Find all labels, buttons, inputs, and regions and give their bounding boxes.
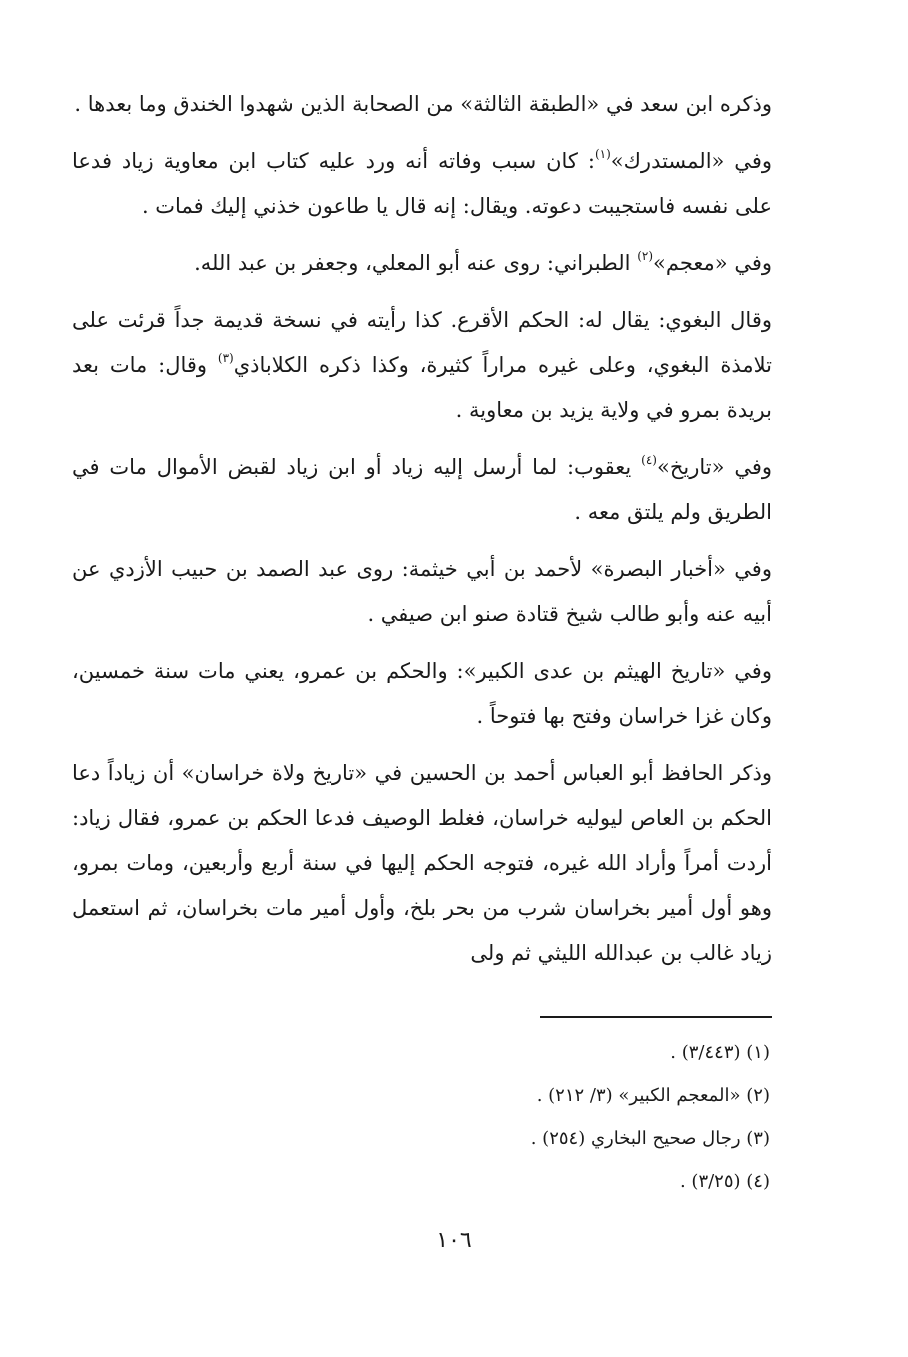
paragraph-text: وذكر الحافظ أبو العباس أحمد بن الحسين في «تاريخ ولاة خراسان» أن زياداً دعا الحكم بن العاص ليوليه خراسان، فغلط الوصيف فدعا الحكم بن عمرو، فقال زياد: أردت أمراً وأراد الله غيره، فتوجه الحكم إليها في سنة أربع وأربعين، ومات بمرو، وهو أول أمير بخراسان شرب من بحر بلخ، وأول أمير مات بخراسان، ثم استعمل زياد غالب بن عبدالله الليثي ثم ولى	[72, 761, 772, 965]
paragraph-text: وفي «تاريخ الهيثم بن عدى الكبير»: والحكم بن عمرو، يعني مات سنة خمسين، وكان غزا خراسان وفتح بها فتوحاً .	[72, 659, 772, 728]
footnote-3: (٣) رجال صحيح البخاري (٢٥٤) .	[530, 1128, 770, 1149]
paragraph-tarikh-yaqub	[72, 445, 772, 535]
footnote-ref-4: (٤)	[641, 453, 657, 467]
paragraph-khurasan	[72, 751, 772, 976]
paragraph-akhbar-basra	[72, 547, 772, 637]
footnote-1: (١) (٣/٤٤٣) .	[670, 1042, 770, 1063]
paragraph-text-end: الطبراني: روى عنه أبو المعلي، وجعفر بن عبد الله.	[194, 251, 638, 275]
paragraph-text-end: : كان سبب وفاته أنه ورد عليه كتاب ابن معاوية زياد فدعا على نفسه فاستجيبت دعوته. ويقال: إنه قال يا طاعون خذني إليك فمات .	[72, 149, 772, 218]
paragraph-mustadrak	[72, 139, 772, 229]
footnote-4: (٤) (٣/٢٥) .	[679, 1171, 770, 1192]
paragraph-text-start: وفي «المستدرك»	[610, 149, 772, 173]
paragraph-text-start: وفي «تاريخ»	[656, 455, 773, 479]
paragraph-text-start: وفي «معجم»	[653, 251, 772, 275]
paragraph-text: وذكره ابن سعد في «الطبقة الثالثة» من الصحابة الذين شهدوا الخندق وما بعدها .	[74, 92, 772, 116]
footnote-ref-3: (٣)	[217, 351, 234, 365]
paragraph-ibn-saad	[72, 82, 772, 127]
footnote-ref-2: (٢)	[637, 249, 654, 263]
paragraph-haytham	[72, 649, 772, 739]
footnotes	[400, 1036, 770, 1208]
footnote-2: (٢) «المعجم الكبير» (٣/ ٢١٢) .	[536, 1085, 770, 1106]
paragraph-text-end: يعقوب: لما أرسل إليه زياد أو ابن زياد لقبض الأموال مات في الطريق ولم يلتق معه .	[72, 455, 772, 524]
footnote-ref-1: (١)	[594, 147, 611, 161]
main-text	[72, 82, 772, 976]
footnote-divider	[540, 1016, 772, 1018]
paragraph-text-end: وقال: مات بعد بريدة بمرو في ولاية يزيد بن معاوية .	[72, 353, 772, 422]
page-number: ١٠٦	[436, 1228, 472, 1253]
paragraph-text-start: وقال البغوي: يقال له: الحكم الأقرع. كذا رأيته في نسخة قديمة جداً قرئت على تلامذة البغوي، وعلى غيره مراراً كثيرة، وكذا ذكره الكلاباذي	[72, 308, 772, 377]
paragraph-baghawi	[72, 298, 772, 433]
paragraph-text: وفي «أخبار البصرة» لأحمد بن أبي خيثمة: روى عبد الصمد بن حبيب الأزدي عن أبيه عنه وأبو طالب شيخ قتادة صنو ابن صيفي .	[72, 557, 772, 626]
paragraph-mujam	[72, 241, 772, 286]
